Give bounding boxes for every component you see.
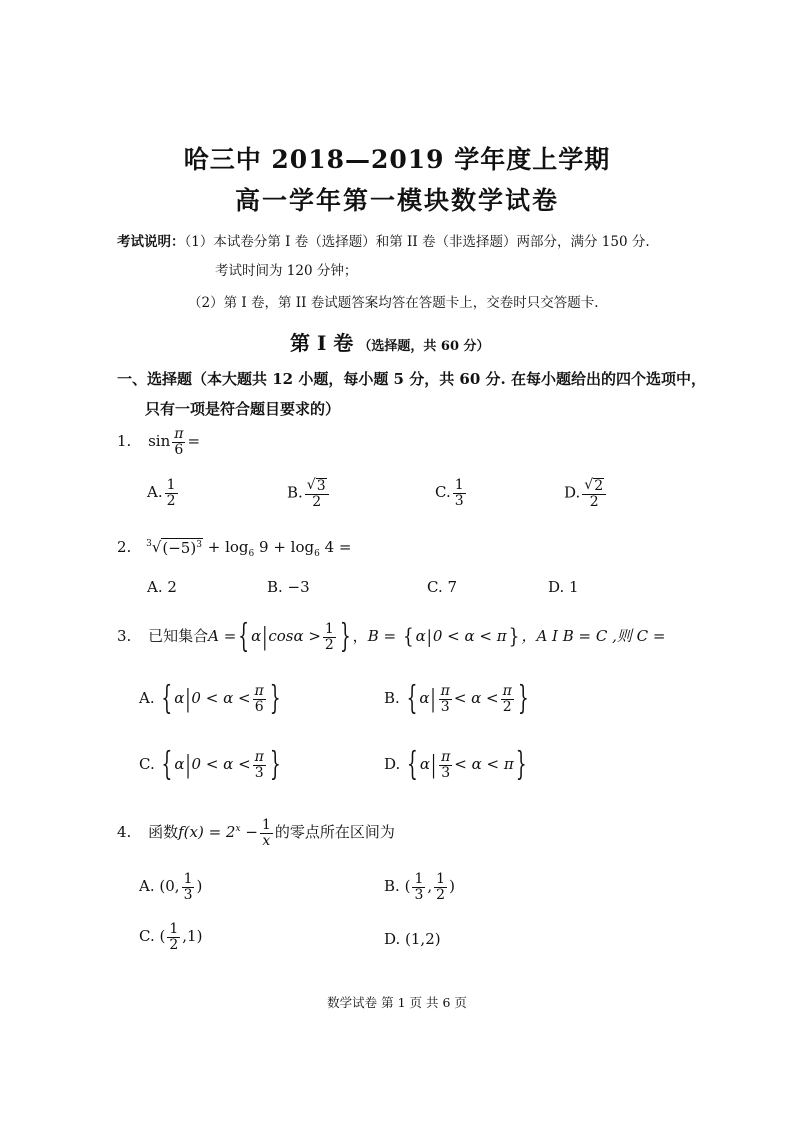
question-3: 3. 已知集合A = { α|cosα > $\frac{1}{2}$ } ，B = { α|0 < α < π } ，A I B = C ,则 C = [117, 618, 666, 657]
q1-option-b: B. √ 3 2 [287, 478, 331, 509]
q4-option-d: D. (1,2) [384, 930, 441, 948]
q4-option-b: B. ( $\frac{1}{3}$ , $\frac{1}{2}$ ) [384, 871, 455, 903]
question-number: 1. [117, 432, 132, 451]
q2-option-d: D. 1 [548, 578, 579, 596]
section-heading [290, 327, 490, 356]
instructions-item1-cont: 考试时间为 120 分钟； [215, 263, 358, 279]
instructions-line1 [117, 230, 650, 250]
q1-fraction: $\frac{\pi}{6}$ [174, 426, 184, 458]
q1-sin: sin [148, 432, 171, 451]
section-subtitle: （选择题，共 60 分） [358, 339, 490, 354]
question-2: 2. $^3$√ $(-5)^3$ + $\log_6 9 + \log_6 4$ = [117, 538, 352, 559]
q3-option-b: B. { α| $\frac{\pi}{3}$ < α < $\frac{\pi}{2}$ } [384, 680, 529, 719]
q4-option-c: C. ( $\frac{1}{2}$ ,1) [139, 921, 203, 953]
q3-option-d: D. { α| $\frac{\pi}{3}$ < α < π } [384, 746, 527, 785]
q3-option-a: A. { α|0 < α < $\frac{\pi}{6}$ } [139, 680, 281, 719]
question-4: 4. 函数$f(x) = 2^x$ − $\frac{1}{x}$ 的零点所在区间为 [117, 817, 395, 849]
q1-option-a: A. $\frac{1}{2}$ [147, 477, 176, 509]
exam-title-line1: 哈三中 2018—2019 学年度上学期 [183, 145, 611, 174]
instructions-label: 考试说明： [117, 234, 185, 250]
page-footer: 数学试卷 第 1 页 共 6 页 [327, 995, 467, 1010]
exam-title-line2: 高一学年第一模块数学试卷 [234, 186, 559, 215]
section-title: 第 I 卷 [290, 331, 354, 355]
q4-option-a: A. (0, $\frac{1}{3}$ ) [139, 871, 203, 903]
part1-heading-line1: 一、选择题（本大题共 12 小题，每小题 5 分，共 60 分. 在每小题给出的四个选项中， [117, 370, 706, 388]
question-1: 1. sin $\frac{\pi}{6}$ = [117, 426, 201, 458]
q1-option-c: C. $\frac{1}{3}$ [435, 477, 464, 509]
q1-option-d: D. √ 2 2 [564, 478, 608, 509]
part1-heading-line2: 只有一项是符合题目要求的） [145, 400, 341, 418]
instructions-item1: （1）本试卷分第 I 卷（选择题）和第 II 卷（非选择题）两部分，满分 150 分. [184, 234, 650, 250]
q2-option-a: A. 2 [147, 578, 177, 596]
q2-option-c: C. 7 [427, 578, 458, 596]
instructions-item2: （2）第 I 卷，第 II 卷试题答案均答在答题卡上，交卷时只交答题卡. [188, 295, 599, 311]
q3-option-c: C. { α|0 < α < $\frac{\pi}{3}$ } [139, 746, 281, 785]
q2-option-b: B. −3 [267, 578, 310, 596]
